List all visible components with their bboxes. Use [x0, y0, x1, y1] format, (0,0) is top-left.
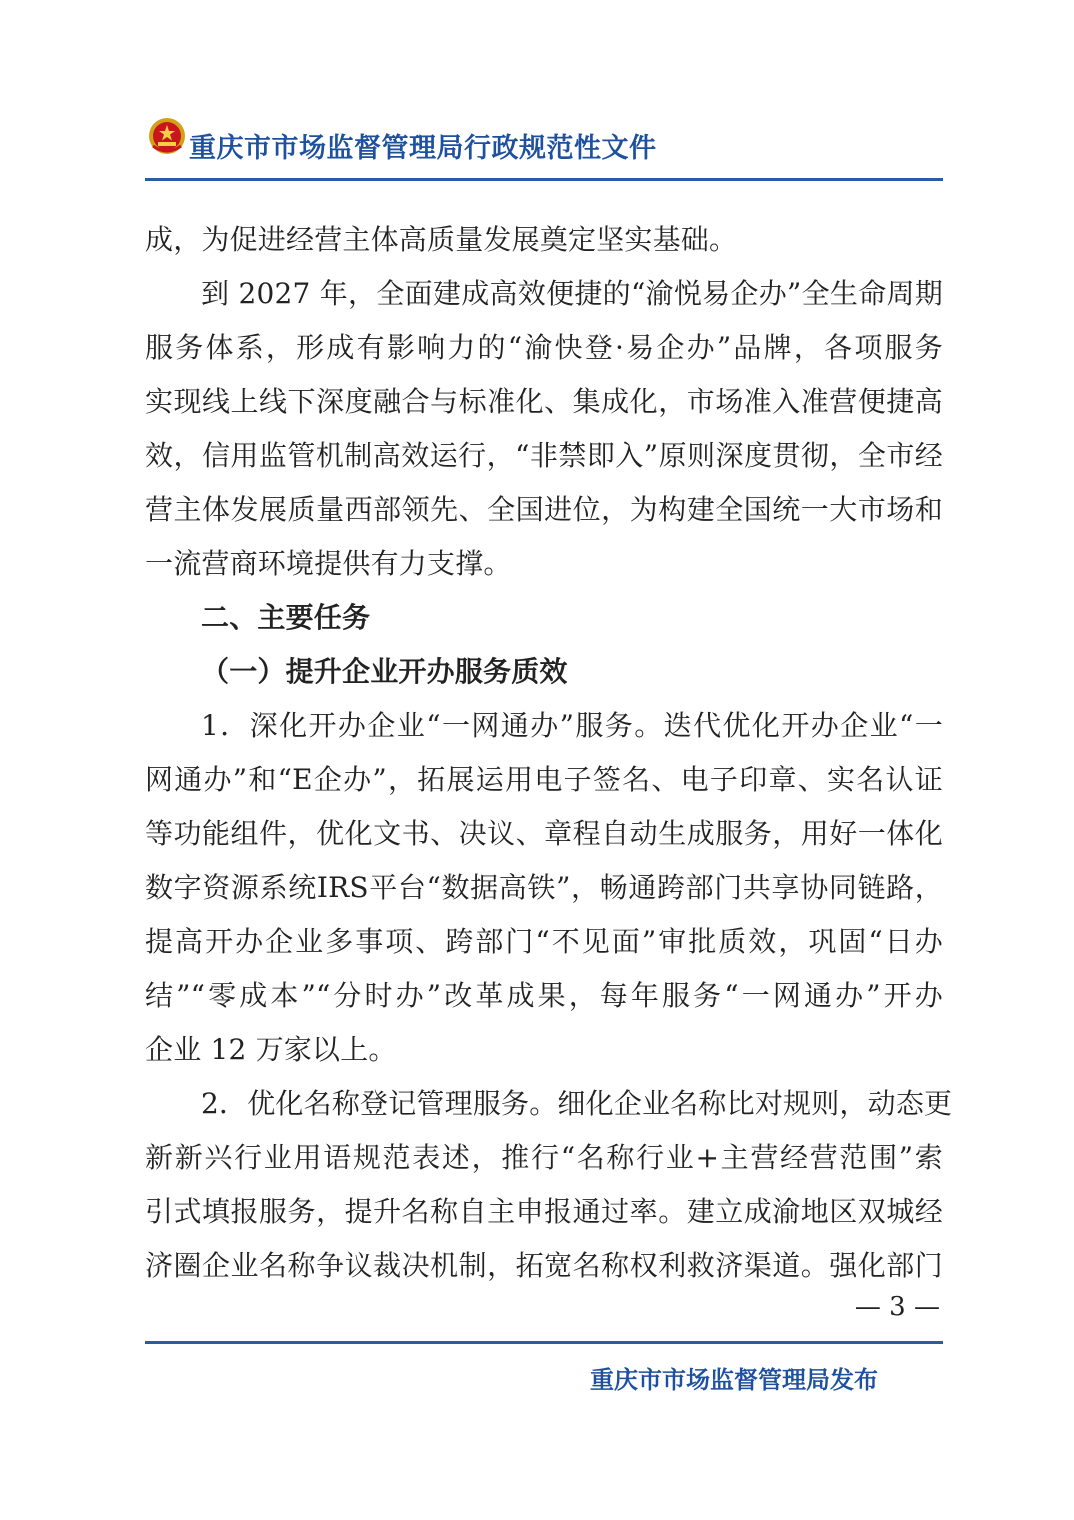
- paragraph-line: 提高开办企业多事项、跨部门“不见面”审批质效，巩固“日办: [145, 925, 943, 958]
- paragraph-line: 2．优化名称登记管理服务。细化企业名称比对规则，动态更: [201, 1087, 953, 1120]
- paragraph-line: 效，信用监管机制高效运行，“非禁即入”原则深度贯彻，全市经: [145, 439, 943, 472]
- header-title: 重庆市市场监督管理局行政规范性文件: [189, 133, 657, 164]
- paragraph-line: 服务体系，形成有影响力的“渝快登·易企办”品牌，各项服务: [145, 331, 943, 364]
- paragraph-line: 到 2027 年，全面建成高效便捷的“渝悦易企办”全生命周期: [201, 277, 943, 310]
- paragraph-line: 引式填报服务，提升名称自主申报通过率。建立成渝地区双城经: [145, 1195, 943, 1228]
- paragraph-line: 营主体发展质量西部领先、全国进位，为构建全国统一大市场和: [145, 493, 943, 526]
- header-divider: [145, 178, 943, 181]
- page-number: — 3 —: [854, 1292, 940, 1322]
- footer-divider: [145, 1341, 943, 1344]
- section-heading: 二、主要任务: [201, 601, 371, 634]
- document-body: [145, 213, 953, 1293]
- paragraph-line: 网通办”和“E企办”，拓展运用电子签名、电子印章、实名认证: [145, 763, 943, 796]
- paragraph-line: 新新兴行业用语规范表述，推行“名称行业+主营经营范围”索: [145, 1141, 943, 1174]
- subsection-heading: （一）提升企业开办服务质效: [201, 655, 568, 688]
- paragraph-line: 济圈企业名称争议裁决机制，拓宽名称权利救济渠道。强化部门: [145, 1249, 943, 1282]
- paragraph-line: 实现线上线下深度融合与标准化、集成化，市场准入准营便捷高: [145, 385, 943, 418]
- paragraph-line: 企业 12 万家以上。: [145, 1033, 397, 1066]
- national-emblem-icon: [147, 116, 187, 156]
- footer-publisher: 重庆市市场监督管理局发布: [590, 1366, 878, 1394]
- paragraph-line: 等功能组件，优化文书、决议、章程自动生成服务，用好一体化: [145, 817, 943, 850]
- document-header: [145, 112, 945, 172]
- paragraph-line: 结”“零成本”“分时办”改革成果，每年服务“一网通办”开办: [145, 979, 943, 1012]
- paragraph-line: 1．深化开办企业“一网通办”服务。迭代优化开办企业“一: [201, 709, 943, 742]
- paragraph-line: 一流营商环境提供有力支撑。: [145, 547, 512, 580]
- paragraph-line: 数字资源系统IRS平台“数据高铁”，畅通跨部门共享协同链路，: [145, 871, 943, 904]
- paragraph-line: 成，为促进经营主体高质量发展奠定坚实基础。: [145, 223, 738, 256]
